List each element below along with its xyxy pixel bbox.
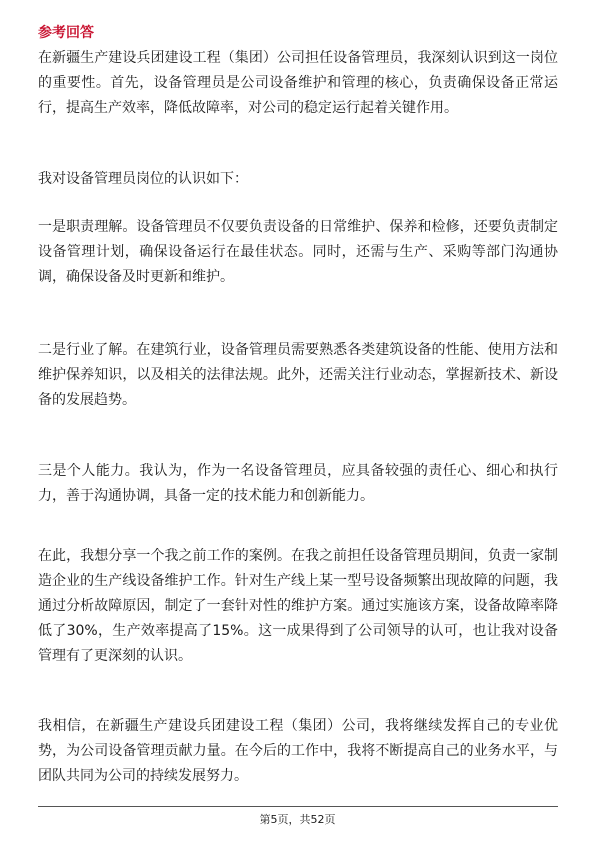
section-heading: 参考回答	[38, 25, 94, 41]
page-number: 第5页，共52页	[259, 813, 336, 826]
paragraph-case: 在此，我想分享一个我之前工作的案例。在我之前担任设备管理员期间，负责一家制造企业的生产线设备维护工作。针对生产线上某一型号设备频繁出现故障的问题，我通过分析故障原因，制定了一套针对性的维护方案。通过实施该方案，设备故障率降低了30%，生产效率提高了15%。这一成果得到了公司领导的认可，也让我对设备管理有了更深刻的认识。	[38, 548, 558, 664]
paragraph-industry: 二是行业了解。在建筑行业，设备管理员需要熟悉各类建筑设备的性能、使用方法和维护保养知识，以及相关的法律法规。此外，还需关注行业动态，掌握新技术、新设备的发展趋势。	[38, 342, 558, 408]
paragraph-understanding-lead: 我对设备管理员岗位的认识如下：	[38, 171, 248, 187]
paragraph-intro: 在新疆生产建设兵团建设工程（集团）公司担任设备管理员，我深刻认识到这一岗位的重要性。首先，设备管理员是公司设备维护和管理的核心，负责确保设备正常运行，提高生产效率，降低故障率，对公司的稳定运行起着关键作用。	[38, 50, 558, 116]
paragraph-responsibility: 一是职责理解。设备管理员不仅要负责设备的日常维护、保养和检修，还要负责制定设备管理计划，确保设备运行在最佳状态。同时，还需与生产、采购等部门沟通协调，确保设备及时更新和维护。	[38, 219, 558, 285]
paragraph-ability: 三是个人能力。我认为，作为一名设备管理员，应具备较强的责任心、细心和执行力，善于沟通协调，具备一定的技术能力和创新能力。	[38, 463, 558, 504]
footer-divider	[38, 806, 558, 807]
paragraph-conclusion: 我相信，在新疆生产建设兵团建设工程（集团）公司，我将继续发挥自己的专业优势，为公司设备管理贡献力量。在今后的工作中，我将不断提高自己的业务水平，与团队共同为公司的持续发展努力。	[38, 718, 558, 784]
